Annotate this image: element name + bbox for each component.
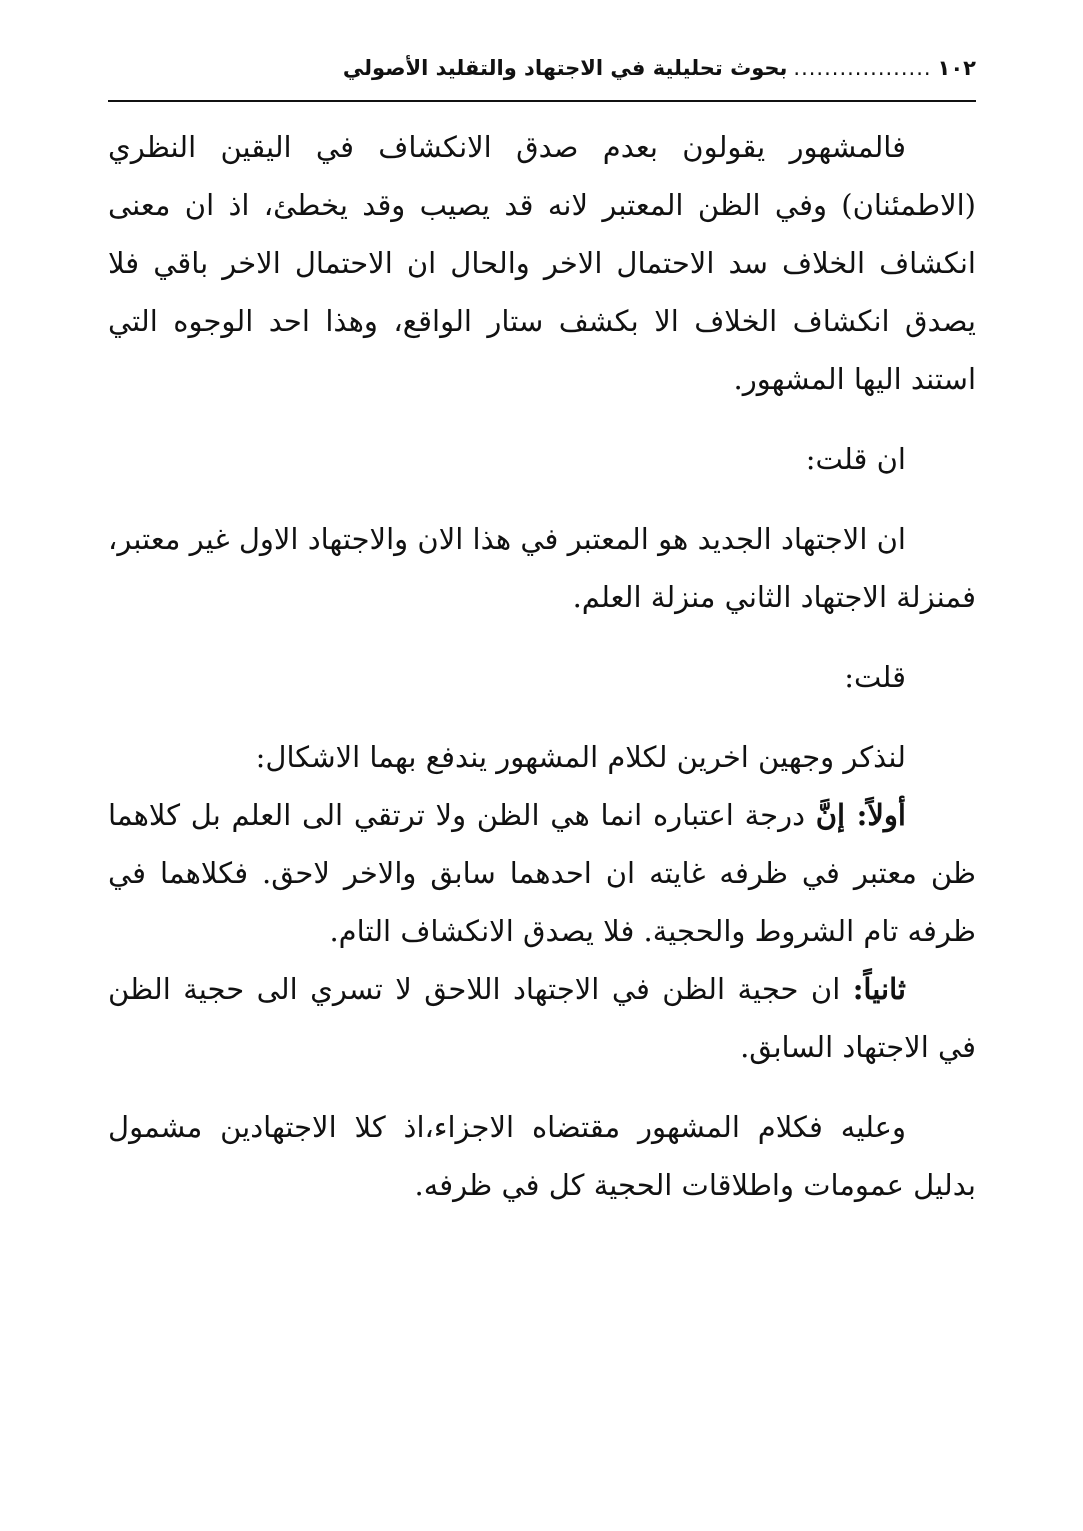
page-body xyxy=(108,118,976,1214)
paragraph-qultu: قلت: xyxy=(844,660,906,694)
header-rule xyxy=(108,100,976,102)
paragraph-first-point: أولاً: إنَّ درجة اعتباره انما هي الظن ولا ترتقي الى العلم بل كلاهما ظن معتبر في ظرفه غايته ان احدهما سابق والاخر لاحق. فكلاهما في ظرفه تام الشروط والحجية. فلا يصدق الانكشاف التام. xyxy=(108,798,976,948)
paragraph-conclusion: وعليه فكلام المشهور مقتضاه الاجزاء،اذ كلا الاجتهادين مشمول بدليل عمومات واطلاقات الحجية كل في ظرفه. xyxy=(108,1110,976,1202)
paragraph-objection: ان الاجتهاد الجديد هو المعتبر في هذا الان والاجتهاد الاول غير معتبر، فمنزلة الاجتهاد الثاني منزلة العلم. xyxy=(108,522,976,614)
paragraph-in-qulta: ان قلت: xyxy=(805,442,906,476)
header-dot-leader: .................. xyxy=(793,56,932,80)
first-point-lead: أولاً: إنَّ xyxy=(815,798,906,832)
running-header xyxy=(112,56,976,96)
paragraph-two-aspects: لنذكر وجهين اخرين لكلام المشهور يندفع بهما الاشكال: xyxy=(255,740,906,774)
book-title: بحوث تحليلية في الاجتهاد والتقليد الأصولي xyxy=(342,56,788,80)
page-number: ١٠٢ xyxy=(937,56,976,80)
paragraph-1: فالمشهور يقولون بعدم صدق الانكشاف في اليقين النظري (الاطمئنان) وفي الظن المعتبر لانه قد يصيب وقد يخطئ، اذ ان معنى انكشاف الخلاف سد الاحتمال الاخر والحال ان الاحتمال الاخر باقي فلا يصدق انكشاف الخلاف الا بكشف ستار الواقع، وهذا احد الوجوه التي استند اليها المشهور. xyxy=(108,130,976,396)
paragraph-second-point: ثانياً: ان حجية الظن في الاجتهاد اللاحق لا تسري الى حجية الظن في الاجتهاد السابق. xyxy=(108,972,976,1064)
second-point-lead: ثانياً: xyxy=(852,972,906,1006)
